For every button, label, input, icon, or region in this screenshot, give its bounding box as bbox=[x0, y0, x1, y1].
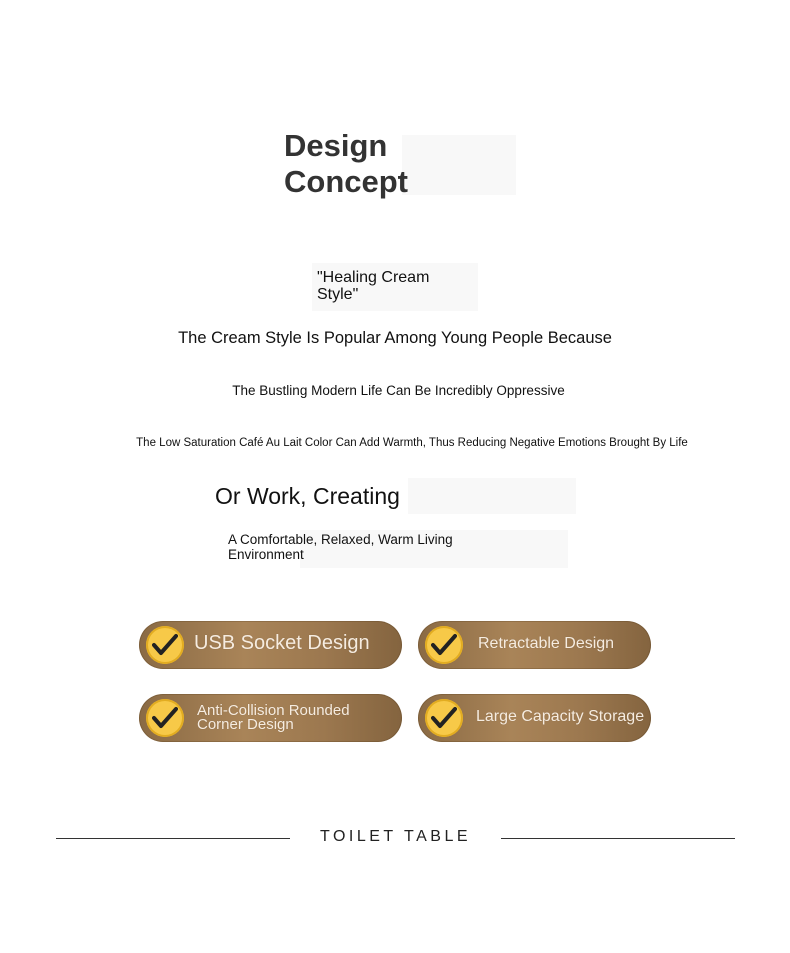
description-line-2: The Bustling Modern Life Can Be Incredibly Oppressive bbox=[232, 383, 565, 398]
feature-label: Large Capacity Storage bbox=[476, 708, 645, 725]
check-icon bbox=[146, 699, 184, 737]
description-line-1: The Cream Style Is Popular Among Young People Because bbox=[178, 329, 612, 347]
description-line-3: The Low Saturation Café Au Lait Color Can Add Warmth, Thus Reducing Negative Emotions Brought By Life bbox=[136, 437, 688, 449]
description-line-4: Or Work, Creating bbox=[215, 483, 400, 509]
divider-right bbox=[501, 838, 735, 839]
divider-left bbox=[56, 838, 290, 839]
feature-label: USB Socket Design bbox=[194, 632, 370, 654]
section-title: Design Concept bbox=[284, 128, 408, 199]
feature-badge-large-storage bbox=[418, 694, 651, 742]
feature-badge-usb-socket bbox=[139, 621, 402, 669]
check-icon bbox=[146, 626, 184, 664]
feature-label: Retractable Design bbox=[478, 635, 615, 652]
feature-badge-anti-collision bbox=[139, 694, 402, 742]
check-icon bbox=[425, 626, 463, 664]
text-highlight bbox=[408, 478, 576, 514]
check-icon bbox=[425, 699, 463, 737]
feature-badge-retractable bbox=[418, 621, 651, 669]
footer-title: TOILET TABLE bbox=[319, 828, 472, 845]
style-quote: "Healing Cream Style" bbox=[317, 269, 430, 303]
feature-label: Anti-Collision Rounded Corner Design bbox=[197, 702, 350, 733]
description-line-5: A Comfortable, Relaxed, Warm Living Environment bbox=[228, 532, 453, 562]
